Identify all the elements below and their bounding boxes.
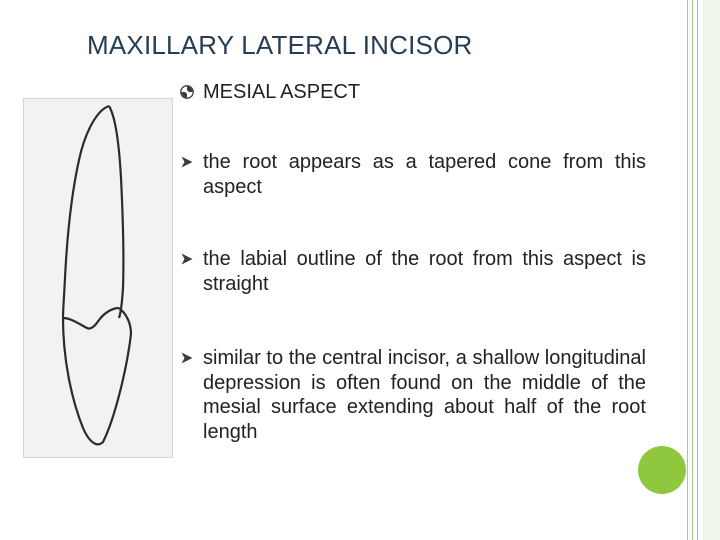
bullet-text: MESIAL ASPECT (203, 81, 361, 103)
tooth-mesial-aspect-figure (23, 98, 173, 458)
arrow-bullet-icon (180, 351, 194, 365)
bullet-text: similar to the central incisor, a shallow longitudinal depression is often found on the middle of the mesial surface extending about half of the root length (203, 347, 646, 443)
right-frame-line (697, 0, 698, 540)
right-frame-line (692, 0, 693, 540)
bullet-text: the labial outline of the root from this aspect is straight (203, 248, 646, 295)
right-frame-band (703, 0, 720, 540)
bullet-text: the root appears as a tapered cone from this aspect (203, 151, 646, 198)
pinwheel-bullet-icon (180, 85, 194, 99)
right-frame-line (687, 0, 688, 540)
arrow-bullet-icon (180, 252, 194, 266)
tooth-outline-drawing (23, 98, 173, 458)
arrow-bullet-icon (180, 155, 194, 169)
decorative-green-circle (638, 446, 686, 494)
slide-title: MAXILLARY LATERAL INCISOR (87, 30, 473, 60)
